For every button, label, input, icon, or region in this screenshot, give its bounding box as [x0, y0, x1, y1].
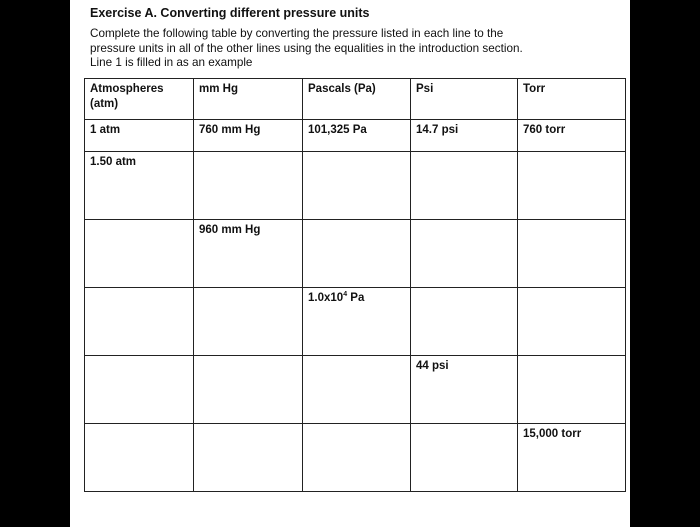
cell-torr[interactable] [518, 152, 626, 220]
cell-torr[interactable] [518, 356, 626, 424]
cell-mm-hg[interactable] [194, 288, 303, 356]
cell-psi: 14.7 psi [411, 120, 518, 152]
exercise-title: Exercise A. Converting different pressure units [90, 6, 370, 20]
pascal-mantissa: 1.0x10 [308, 292, 344, 304]
cell-psi[interactable] [411, 424, 518, 492]
cell-pascals[interactable] [303, 424, 411, 492]
cell-torr[interactable] [518, 220, 626, 288]
instruction-line-1: Complete the following table by converting the pressure listed in each line to the [90, 27, 504, 40]
cell-atm[interactable] [85, 220, 194, 288]
cell-pascals [303, 288, 411, 356]
cell-psi: 44 psi [411, 356, 518, 424]
cell-pascals[interactable] [303, 152, 411, 220]
header-pascals: Pascals (Pa) [303, 79, 411, 120]
cell-atm: 1.50 atm [85, 152, 194, 220]
cell-mm-hg[interactable] [194, 356, 303, 424]
header-mm-hg: mm Hg [194, 79, 303, 120]
cell-atm[interactable] [85, 288, 194, 356]
cell-torr: 760 torr [518, 120, 626, 152]
cell-atm: 1 atm [85, 120, 194, 152]
cell-psi[interactable] [411, 288, 518, 356]
table-row [85, 356, 626, 424]
exercise-instructions [90, 27, 625, 71]
cell-atm[interactable] [85, 424, 194, 492]
header-atmospheres: Atmospheres (atm) [85, 79, 194, 120]
pressure-conversion-table [84, 78, 626, 492]
cell-pascals: 101,325 Pa [303, 120, 411, 152]
pascal-exponent: 4 [343, 291, 348, 299]
cell-pascals[interactable] [303, 220, 411, 288]
cell-mm-hg[interactable] [194, 152, 303, 220]
instruction-line-3: Line 1 is filled in as an example [90, 56, 253, 69]
cell-mm-hg[interactable] [194, 424, 303, 492]
pascal-unit: Pa [347, 292, 365, 304]
cell-pascals[interactable] [303, 356, 411, 424]
instruction-line-2: pressure units in all of the other lines using the equalities in the introduction section. [90, 41, 523, 55]
cell-torr: 15,000 torr [518, 424, 626, 492]
header-torr: Torr [518, 79, 626, 120]
cell-mm-hg: 760 mm Hg [194, 120, 303, 152]
worksheet-page [70, 0, 630, 527]
cell-psi[interactable] [411, 152, 518, 220]
header-psi: Psi [411, 79, 518, 120]
cell-mm-hg: 960 mm Hg [194, 220, 303, 288]
cell-psi[interactable] [411, 220, 518, 288]
table-row [85, 120, 626, 152]
table-row [85, 288, 626, 356]
cell-torr[interactable] [518, 288, 626, 356]
table-header-row [85, 79, 626, 120]
table-row [85, 424, 626, 492]
table-row [85, 220, 626, 288]
table-row [85, 152, 626, 220]
cell-atm[interactable] [85, 356, 194, 424]
